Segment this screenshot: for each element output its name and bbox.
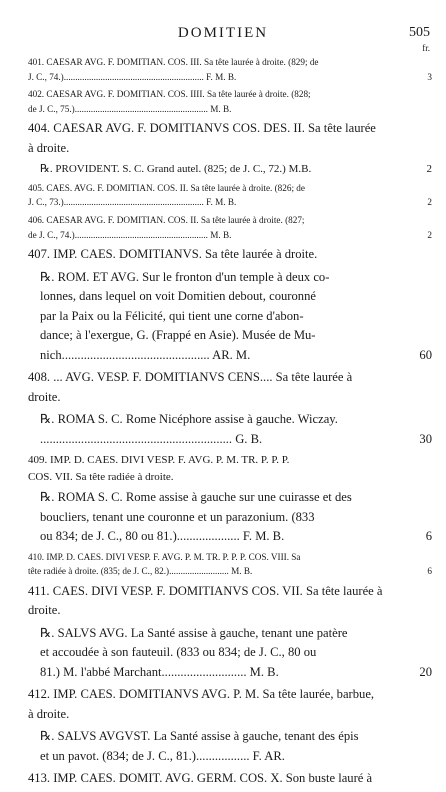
entry-line [0, 643, 446, 663]
entry-line [0, 245, 446, 265]
price-value: 2 [426, 163, 432, 176]
entry-text: ℞. ROM. ET AVG. Sur le fronton d'un temple à deux co- [40, 269, 330, 284]
entry-text: ℞. SALVS AVG. La Santé assise à gauche, tenant une patère [40, 625, 348, 640]
price-value: 2 [427, 229, 432, 240]
entry-text: 405. CAES. AVG. F. DOMITIAN. COS. II. Sa tête laurée à droite. (826; de [28, 182, 305, 193]
entry-text: 409. IMP. D. CAES. DIVI VESP. F. AVG. P. M. TR. P. P. P. [28, 454, 290, 467]
entry-line [0, 139, 446, 159]
entry-text: J. C., 73.)............................................................. F. M. B. [28, 197, 237, 208]
coin-entry [0, 769, 446, 789]
entry-text: 401. CAESAR AVG. F. DOMITIAN. COS. III. Sa tête laurée à droite. (829; de [28, 57, 319, 67]
entry-text: ℞. PROVIDENT. S. C. Grand autel. (825; de J. C., 72.) M.B. [40, 163, 312, 176]
page-title: DOMITIEN [177, 25, 269, 41]
entry-line [0, 564, 446, 579]
entry-text: 404. CAESAR AVG. F. DOMITIANVS COS. DES. II. Sa tête laurée [28, 121, 376, 136]
entry-line [0, 705, 446, 725]
coin-entry [0, 685, 446, 724]
entry-text: 411. CAES. DIVI VESP. F. DOMITIANVS COS. VII. Sa tête laurée à [28, 583, 383, 598]
unit-label: fr. [422, 43, 430, 53]
entry-line [0, 527, 446, 547]
coin-entry [0, 213, 446, 242]
entry-text: boucliers, tenant une couronne et un parazonium. (833 [40, 509, 315, 524]
entry-text: ℞. SALVS AVGVST. La Santé assise à gauche, tenant des épis [40, 729, 359, 744]
entry-text: 408. ... AVG. VESP. F. DOMITIANVS CENS.... Sa tête laurée à [28, 370, 353, 385]
coin-entry [0, 452, 446, 485]
entry-line [0, 228, 446, 243]
entry-line [0, 181, 446, 196]
entry-text: de J. C., 74.).......................................................... M. B. [28, 229, 232, 240]
entry-text: tête radiée à droite. (835; de J. C., 82.).......................... M. B. [28, 566, 253, 577]
entry-line [0, 55, 446, 70]
entry-text: 402. CAESAR AVG. F. DOMITIAN. COS. IIII. Sa tête laurée à droite. (828; [28, 89, 311, 100]
entry-line [0, 727, 446, 747]
coin-reverse-entry [0, 488, 446, 547]
entry-text: lonnes, dans lequel on voit Domitien debout, couronné [40, 289, 316, 304]
price-value: 3 [427, 71, 432, 82]
entry-line [0, 601, 446, 621]
price-value: 2 [427, 197, 432, 208]
entry-line [0, 213, 446, 228]
entry-line [0, 195, 446, 210]
price-value: 30 [419, 431, 432, 446]
entry-line [0, 102, 446, 117]
entry-line [0, 346, 446, 366]
entry-line [0, 769, 446, 789]
entry-text: à droite. [28, 140, 70, 155]
entry-text: ℞. ROMA S. C. Rome Nicéphore assise à gauche. Wiczay. [40, 412, 338, 427]
entry-text: de J. C., 75.).......................................................... M. B. [28, 103, 232, 114]
coin-reverse-entry [0, 727, 446, 766]
entry-line [0, 550, 446, 565]
entry-text: 412. IMP. CAES. DOMITIANVS AVG. P. M. Sa tête laurée, barbue, [28, 687, 375, 702]
coin-reverse-entry [0, 410, 446, 449]
entry-text: à droite. [28, 706, 70, 721]
coin-entry [0, 181, 446, 210]
entry-text: droite. [28, 389, 61, 404]
entry-line [0, 70, 446, 85]
entry-line [0, 87, 446, 102]
entry-line [0, 685, 446, 705]
entry-text: 407. IMP. CAES. DOMITIANVS. Sa tête laurée à droite. [28, 247, 318, 262]
coin-entry [0, 550, 446, 579]
entry-text: et accoudée à son fauteuil. (833 ou 834; de J. C., 80 ou [40, 645, 317, 660]
page-number: 505 [409, 25, 430, 40]
coin-reverse-entry [0, 161, 446, 178]
entry-text: 413. IMP. CAES. DOMIT. AVG. GERM. COS. X. Son buste lauré à [28, 771, 373, 786]
entry-line [0, 161, 446, 178]
entry-text: ............................................................. G. B. [40, 431, 263, 446]
entry-text: nich............................................... AR. M. [40, 347, 251, 362]
coin-entry [0, 582, 446, 621]
entry-line [0, 268, 446, 288]
entry-text: 406. CAESAR AVG. F. DOMITIAN. COS. II. Sa tête laurée à droite. (827; [28, 215, 305, 226]
entry-line [0, 410, 446, 430]
entry-gap [0, 789, 446, 792]
entry-line [0, 368, 446, 388]
price-value: 6 [425, 529, 432, 544]
entry-text: droite. [28, 603, 61, 618]
coin-reverse-entry [0, 268, 446, 366]
coin-entry [0, 87, 446, 116]
entry-line [0, 508, 446, 528]
coin-entry [0, 119, 446, 158]
price-value: 6 [427, 566, 432, 577]
entry-line [0, 119, 446, 139]
entry-line [0, 469, 446, 486]
entry-line [0, 488, 446, 508]
coin-entry [0, 368, 446, 407]
entry-text: J. C., 74.)............................................................. F. M. B. [28, 71, 237, 82]
entry-line [0, 287, 446, 307]
entry-text: COS. VII. Sa tête radiée à droite. [28, 470, 174, 483]
entry-line [0, 388, 446, 408]
entry-text: et un pavot. (834; de J. C., 81.)................. F. AR. [40, 748, 285, 763]
entry-line [0, 326, 446, 346]
entry-line [0, 624, 446, 644]
price-value: 20 [419, 664, 432, 679]
entry-text: dance; à l'exergue, G. (Frappé en Asie). Musée de Mu- [40, 328, 316, 343]
entry-line [0, 663, 446, 683]
coin-entry [0, 245, 446, 265]
entry-text: 81.) M. l'abbé Marchant........................... M. B. [40, 664, 279, 679]
entry-text: 410. IMP. D. CAES. DIVI VESP. F. AVG. P. M. TR. P. P. P. COS. VIII. Sa [28, 551, 301, 562]
entry-line [0, 307, 446, 327]
coin-reverse-entry [0, 624, 446, 683]
price-value: 60 [419, 347, 432, 362]
entry-text: ou 834; de J. C., 80 ou 81.).................... F. M. B. [40, 529, 285, 544]
catalog-entries [0, 55, 446, 792]
entry-text: par la Paix ou la Félicité, qui tient une corne d'abon- [40, 308, 304, 323]
entry-text: ℞. ROMA S. C. Rome assise à gauche sur une cuirasse et des [40, 490, 352, 505]
entry-line [0, 452, 446, 469]
entry-line [0, 430, 446, 450]
entry-line [0, 582, 446, 602]
coin-entry [0, 55, 446, 84]
page-header [0, 25, 446, 53]
